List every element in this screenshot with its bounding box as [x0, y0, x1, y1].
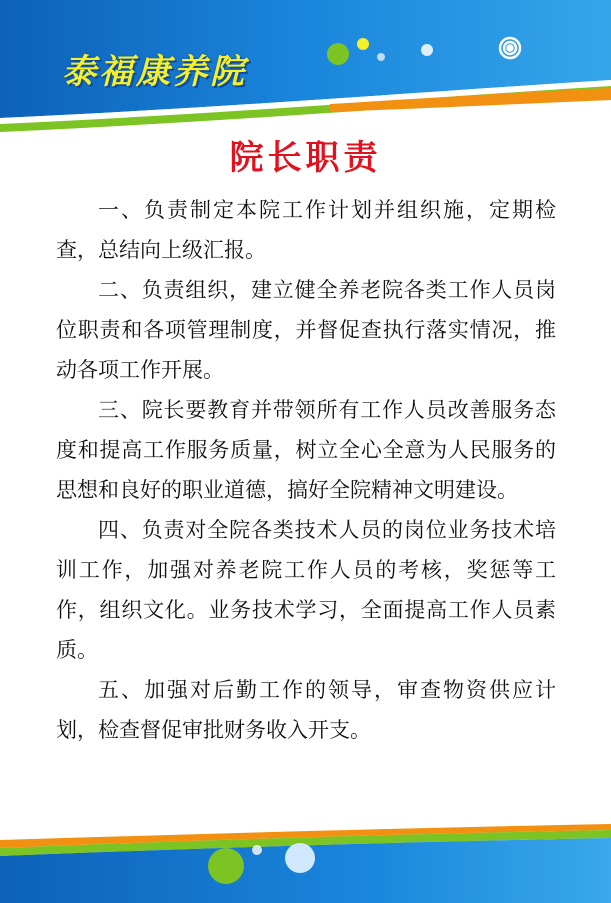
header-dot-light — [421, 44, 433, 56]
header-dot-yellow — [357, 38, 369, 50]
document-title: 院长职责 — [229, 138, 382, 178]
clause-2: 二、负责组织，建立健全养老院各类工作人员岗位职责和各项管理制度，并督促查执行落实情况，推动各项工作开展。 — [56, 278, 556, 382]
clause-1: 一、负责制定本院工作计划并组织施，定期检查，总结向上级汇报。 — [56, 198, 556, 262]
clause-5: 五、加强对后勤工作的领导，审查物资供应计划，检查督促审批财务收入开支。 — [56, 678, 556, 742]
clause-4: 四、负责对全院各类技术人员的岗位业务技术培训工作，加强对养老院工作人员的考核，奖惩等工作，组织文化。业务技术学习，全面提高工作人员素质。 — [56, 518, 556, 662]
org-name: 泰福康养院 — [62, 52, 247, 92]
header-dot-blue — [377, 53, 385, 61]
duty-clauses — [56, 190, 556, 750]
clause-3: 三、院长要教育并带领所有工作人员改善服务态度和提高工作服务质量，树立全心全意为人民服务的思想和良好的职业道德，搞好全院精神文明建设。 — [56, 398, 556, 502]
footer-dot-light — [285, 843, 315, 873]
footer-dot-green — [208, 848, 244, 884]
header-dot-green — [327, 43, 349, 65]
footer-banner — [0, 800, 611, 903]
swirl-icon — [500, 38, 520, 58]
footer-dot-small — [252, 845, 262, 855]
